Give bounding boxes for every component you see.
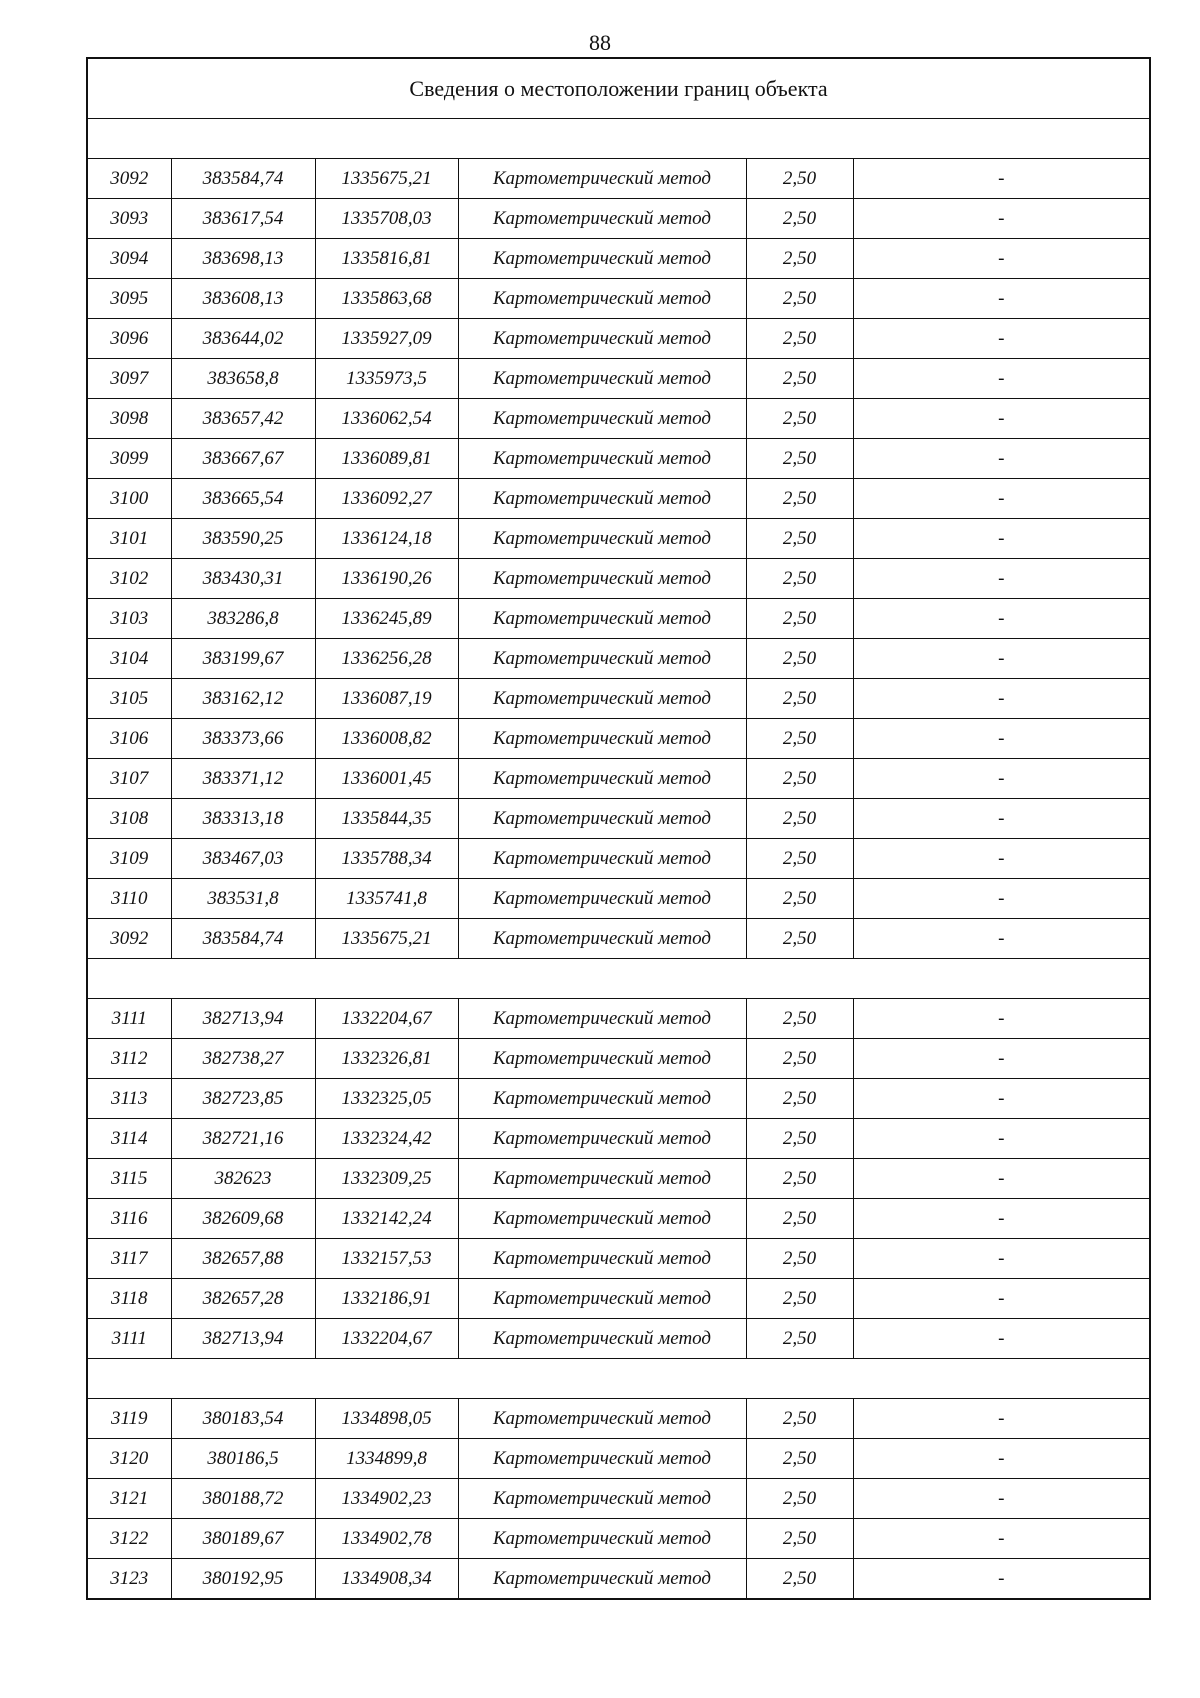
cell-coord-y: 1336087,19 [315, 679, 458, 719]
group-separator-cell [87, 119, 1150, 159]
table-row [87, 1119, 1150, 1159]
cell-method: Картометрический метод [458, 1199, 746, 1239]
table-row [87, 919, 1150, 959]
cell-description: - [853, 1399, 1150, 1439]
cell-coord-x: 383286,8 [171, 599, 315, 639]
cell-coord-y: 1332326,81 [315, 1039, 458, 1079]
table-row [87, 799, 1150, 839]
cell-description: - [853, 719, 1150, 759]
cell-accuracy: 2,50 [746, 319, 853, 359]
cell-coord-x: 382713,94 [171, 999, 315, 1039]
cell-method: Картометрический метод [458, 1159, 746, 1199]
cell-accuracy: 2,50 [746, 1439, 853, 1479]
cell-point-number: 3102 [87, 559, 171, 599]
cell-method: Картометрический метод [458, 799, 746, 839]
cell-point-number: 3117 [87, 1239, 171, 1279]
cell-method: Картометрический метод [458, 199, 746, 239]
page-number: 88 [589, 30, 611, 55]
table-row [87, 159, 1150, 199]
cell-accuracy: 2,50 [746, 1519, 853, 1559]
cell-coord-y: 1335863,68 [315, 279, 458, 319]
cell-description: - [853, 839, 1150, 879]
cell-point-number: 3111 [87, 999, 171, 1039]
cell-method: Картометрический метод [458, 1119, 746, 1159]
cell-method: Картометрический метод [458, 519, 746, 559]
cell-coord-x: 383657,42 [171, 399, 315, 439]
table-row [87, 1039, 1150, 1079]
group-separator-cell [87, 959, 1150, 999]
table-row [87, 559, 1150, 599]
cell-method: Картометрический метод [458, 1279, 746, 1319]
cell-coord-x: 383665,54 [171, 479, 315, 519]
cell-point-number: 3097 [87, 359, 171, 399]
cell-coord-y: 1336089,81 [315, 439, 458, 479]
table-row [87, 399, 1150, 439]
cell-coord-x: 382623 [171, 1159, 315, 1199]
cell-method: Картометрический метод [458, 719, 746, 759]
group-separator-row [87, 1359, 1150, 1399]
cell-point-number: 3122 [87, 1519, 171, 1559]
cell-coord-x: 383584,74 [171, 159, 315, 199]
table-row [87, 359, 1150, 399]
cell-coord-y: 1335675,21 [315, 919, 458, 959]
cell-point-number: 3095 [87, 279, 171, 319]
cell-coord-x: 383162,12 [171, 679, 315, 719]
cell-description: - [853, 1159, 1150, 1199]
cell-coord-y: 1336092,27 [315, 479, 458, 519]
cell-coord-x: 383584,74 [171, 919, 315, 959]
cell-method: Картометрический метод [458, 239, 746, 279]
cell-description: - [853, 519, 1150, 559]
cell-coord-y: 1336256,28 [315, 639, 458, 679]
cell-point-number: 3121 [87, 1479, 171, 1519]
cell-coord-y: 1334902,23 [315, 1479, 458, 1519]
cell-point-number: 3118 [87, 1279, 171, 1319]
cell-accuracy: 2,50 [746, 1119, 853, 1159]
table-row [87, 239, 1150, 279]
cell-accuracy: 2,50 [746, 1159, 853, 1199]
cell-coord-y: 1334899,8 [315, 1439, 458, 1479]
cell-coord-y: 1336190,26 [315, 559, 458, 599]
cell-coord-y: 1336124,18 [315, 519, 458, 559]
cell-point-number: 3092 [87, 919, 171, 959]
cell-description: - [853, 1519, 1150, 1559]
cell-accuracy: 2,50 [746, 479, 853, 519]
cell-point-number: 3100 [87, 479, 171, 519]
cell-method: Картометрический метод [458, 639, 746, 679]
cell-point-number: 3109 [87, 839, 171, 879]
cell-accuracy: 2,50 [746, 679, 853, 719]
cell-accuracy: 2,50 [746, 1079, 853, 1119]
cell-point-number: 3115 [87, 1159, 171, 1199]
cell-accuracy: 2,50 [746, 1039, 853, 1079]
cell-accuracy: 2,50 [746, 1279, 853, 1319]
group-separator-row [87, 959, 1150, 999]
cell-description: - [853, 1039, 1150, 1079]
cell-point-number: 3099 [87, 439, 171, 479]
cell-point-number: 3106 [87, 719, 171, 759]
cell-accuracy: 2,50 [746, 559, 853, 599]
cell-coord-x: 383373,66 [171, 719, 315, 759]
cell-description: - [853, 1079, 1150, 1119]
cell-method: Картометрический метод [458, 359, 746, 399]
cell-coord-y: 1335788,34 [315, 839, 458, 879]
table-title-row [87, 58, 1150, 119]
table-row [87, 319, 1150, 359]
table-row [87, 519, 1150, 559]
cell-coord-x: 383371,12 [171, 759, 315, 799]
cell-coord-y: 1332142,24 [315, 1199, 458, 1239]
coordinates-table [86, 57, 1151, 1600]
cell-coord-x: 382609,68 [171, 1199, 315, 1239]
cell-method: Картометрический метод [458, 479, 746, 519]
cell-description: - [853, 759, 1150, 799]
cell-method: Картометрический метод [458, 399, 746, 439]
cell-coord-y: 1332325,05 [315, 1079, 458, 1119]
cell-coord-y: 1336245,89 [315, 599, 458, 639]
cell-coord-x: 383531,8 [171, 879, 315, 919]
cell-coord-y: 1335927,09 [315, 319, 458, 359]
cell-coord-y: 1332309,25 [315, 1159, 458, 1199]
cell-accuracy: 2,50 [746, 839, 853, 879]
cell-coord-y: 1332157,53 [315, 1239, 458, 1279]
cell-method: Картометрический метод [458, 919, 746, 959]
cell-accuracy: 2,50 [746, 799, 853, 839]
cell-point-number: 3092 [87, 159, 171, 199]
cell-point-number: 3120 [87, 1439, 171, 1479]
cell-accuracy: 2,50 [746, 439, 853, 479]
cell-description: - [853, 1199, 1150, 1239]
cell-accuracy: 2,50 [746, 1199, 853, 1239]
cell-description: - [853, 1479, 1150, 1519]
cell-point-number: 3111 [87, 1319, 171, 1359]
cell-coord-y: 1335741,8 [315, 879, 458, 919]
cell-accuracy: 2,50 [746, 1559, 853, 1600]
table-row [87, 439, 1150, 479]
table-row [87, 279, 1150, 319]
cell-coord-x: 382738,27 [171, 1039, 315, 1079]
cell-coord-x: 383590,25 [171, 519, 315, 559]
cell-description: - [853, 599, 1150, 639]
table-row [87, 679, 1150, 719]
cell-description: - [853, 559, 1150, 599]
cell-coord-x: 382657,88 [171, 1239, 315, 1279]
cell-description: - [853, 439, 1150, 479]
cell-description: - [853, 239, 1150, 279]
cell-accuracy: 2,50 [746, 279, 853, 319]
cell-description: - [853, 1279, 1150, 1319]
cell-coord-y: 1334902,78 [315, 1519, 458, 1559]
cell-coord-y: 1332186,91 [315, 1279, 458, 1319]
cell-accuracy: 2,50 [746, 719, 853, 759]
cell-coord-y: 1335973,5 [315, 359, 458, 399]
cell-coord-x: 380183,54 [171, 1399, 315, 1439]
table-row [87, 1399, 1150, 1439]
cell-accuracy: 2,50 [746, 879, 853, 919]
table-row [87, 1279, 1150, 1319]
cell-coord-x: 383430,31 [171, 559, 315, 599]
table-row [87, 1559, 1150, 1600]
cell-description: - [853, 919, 1150, 959]
cell-method: Картометрический метод [458, 1399, 746, 1439]
cell-coord-x: 383608,13 [171, 279, 315, 319]
cell-description: - [853, 999, 1150, 1039]
cell-point-number: 3110 [87, 879, 171, 919]
cell-coord-y: 1332204,67 [315, 1319, 458, 1359]
cell-method: Картометрический метод [458, 759, 746, 799]
table-row [87, 759, 1150, 799]
table-row [87, 1199, 1150, 1239]
cell-method: Картометрический метод [458, 879, 746, 919]
cell-method: Картометрический метод [458, 1439, 746, 1479]
cell-description: - [853, 879, 1150, 919]
cell-accuracy: 2,50 [746, 599, 853, 639]
cell-coord-x: 380192,95 [171, 1559, 315, 1600]
cell-coord-x: 380188,72 [171, 1479, 315, 1519]
cell-point-number: 3096 [87, 319, 171, 359]
cell-coord-y: 1335844,35 [315, 799, 458, 839]
table-row [87, 1439, 1150, 1479]
group-separator-cell [87, 1359, 1150, 1399]
cell-method: Картометрический метод [458, 679, 746, 719]
table-row [87, 199, 1150, 239]
table-body [87, 58, 1150, 1599]
cell-point-number: 3104 [87, 639, 171, 679]
cell-coord-x: 383644,02 [171, 319, 315, 359]
cell-coord-y: 1336008,82 [315, 719, 458, 759]
cell-coord-y: 1335708,03 [315, 199, 458, 239]
cell-coord-x: 383313,18 [171, 799, 315, 839]
cell-point-number: 3119 [87, 1399, 171, 1439]
cell-accuracy: 2,50 [746, 399, 853, 439]
cell-method: Картометрический метод [458, 599, 746, 639]
cell-point-number: 3101 [87, 519, 171, 559]
cell-coord-y: 1334898,05 [315, 1399, 458, 1439]
cell-description: - [853, 679, 1150, 719]
cell-coord-x: 382723,85 [171, 1079, 315, 1119]
cell-method: Картометрический метод [458, 1519, 746, 1559]
cell-description: - [853, 1559, 1150, 1600]
cell-coord-x: 380186,5 [171, 1439, 315, 1479]
cell-method: Картометрический метод [458, 559, 746, 599]
cell-accuracy: 2,50 [746, 199, 853, 239]
cell-accuracy: 2,50 [746, 639, 853, 679]
cell-accuracy: 2,50 [746, 1319, 853, 1359]
cell-description: - [853, 399, 1150, 439]
cell-coord-x: 383658,8 [171, 359, 315, 399]
cell-coord-y: 1335816,81 [315, 239, 458, 279]
cell-point-number: 3093 [87, 199, 171, 239]
cell-accuracy: 2,50 [746, 1239, 853, 1279]
cell-accuracy: 2,50 [746, 359, 853, 399]
cell-method: Картометрический метод [458, 1319, 746, 1359]
table-row [87, 1239, 1150, 1279]
cell-accuracy: 2,50 [746, 159, 853, 199]
cell-description: - [853, 359, 1150, 399]
cell-method: Картометрический метод [458, 439, 746, 479]
cell-coord-x: 382721,16 [171, 1119, 315, 1159]
cell-method: Картометрический метод [458, 1479, 746, 1519]
cell-description: - [853, 1439, 1150, 1479]
cell-method: Картометрический метод [458, 999, 746, 1039]
cell-method: Картометрический метод [458, 279, 746, 319]
cell-coord-y: 1336001,45 [315, 759, 458, 799]
cell-method: Картометрический метод [458, 1239, 746, 1279]
cell-point-number: 3116 [87, 1199, 171, 1239]
cell-method: Картометрический метод [458, 1559, 746, 1600]
cell-coord-x: 383467,03 [171, 839, 315, 879]
cell-accuracy: 2,50 [746, 239, 853, 279]
table-row [87, 1079, 1150, 1119]
table-row [87, 599, 1150, 639]
table-row [87, 479, 1150, 519]
table-row [87, 639, 1150, 679]
cell-accuracy: 2,50 [746, 919, 853, 959]
group-separator-row [87, 119, 1150, 159]
cell-point-number: 3107 [87, 759, 171, 799]
cell-method: Картометрический метод [458, 159, 746, 199]
cell-description: - [853, 319, 1150, 359]
cell-description: - [853, 279, 1150, 319]
cell-description: - [853, 479, 1150, 519]
cell-coord-x: 383698,13 [171, 239, 315, 279]
cell-description: - [853, 799, 1150, 839]
table-row [87, 999, 1150, 1039]
cell-coord-x: 382657,28 [171, 1279, 315, 1319]
cell-coord-x: 383199,67 [171, 639, 315, 679]
cell-coord-x: 383667,67 [171, 439, 315, 479]
cell-point-number: 3114 [87, 1119, 171, 1159]
cell-coord-x: 382713,94 [171, 1319, 315, 1359]
table-row [87, 1319, 1150, 1359]
cell-point-number: 3123 [87, 1559, 171, 1600]
cell-description: - [853, 199, 1150, 239]
cell-method: Картометрический метод [458, 839, 746, 879]
cell-description: - [853, 639, 1150, 679]
cell-accuracy: 2,50 [746, 759, 853, 799]
cell-point-number: 3113 [87, 1079, 171, 1119]
cell-coord-y: 1334908,34 [315, 1559, 458, 1600]
table-row [87, 879, 1150, 919]
cell-coord-y: 1336062,54 [315, 399, 458, 439]
table-title: Сведения о местоположении границ объекта [87, 58, 1150, 119]
cell-point-number: 3103 [87, 599, 171, 639]
cell-point-number: 3112 [87, 1039, 171, 1079]
cell-method: Картометрический метод [458, 1079, 746, 1119]
cell-coord-x: 380189,67 [171, 1519, 315, 1559]
cell-coord-y: 1332324,42 [315, 1119, 458, 1159]
cell-point-number: 3094 [87, 239, 171, 279]
cell-accuracy: 2,50 [746, 1399, 853, 1439]
cell-method: Картометрический метод [458, 1039, 746, 1079]
cell-point-number: 3098 [87, 399, 171, 439]
cell-method: Картометрический метод [458, 319, 746, 359]
cell-coord-y: 1335675,21 [315, 159, 458, 199]
cell-accuracy: 2,50 [746, 519, 853, 559]
cell-description: - [853, 1119, 1150, 1159]
cell-coord-x: 383617,54 [171, 199, 315, 239]
cell-description: - [853, 1319, 1150, 1359]
table-row [87, 719, 1150, 759]
table-row [87, 839, 1150, 879]
cell-accuracy: 2,50 [746, 1479, 853, 1519]
table-row [87, 1519, 1150, 1559]
cell-point-number: 3108 [87, 799, 171, 839]
cell-point-number: 3105 [87, 679, 171, 719]
table-row [87, 1159, 1150, 1199]
cell-coord-y: 1332204,67 [315, 999, 458, 1039]
cell-description: - [853, 159, 1150, 199]
cell-accuracy: 2,50 [746, 999, 853, 1039]
cell-description: - [853, 1239, 1150, 1279]
table-row [87, 1479, 1150, 1519]
